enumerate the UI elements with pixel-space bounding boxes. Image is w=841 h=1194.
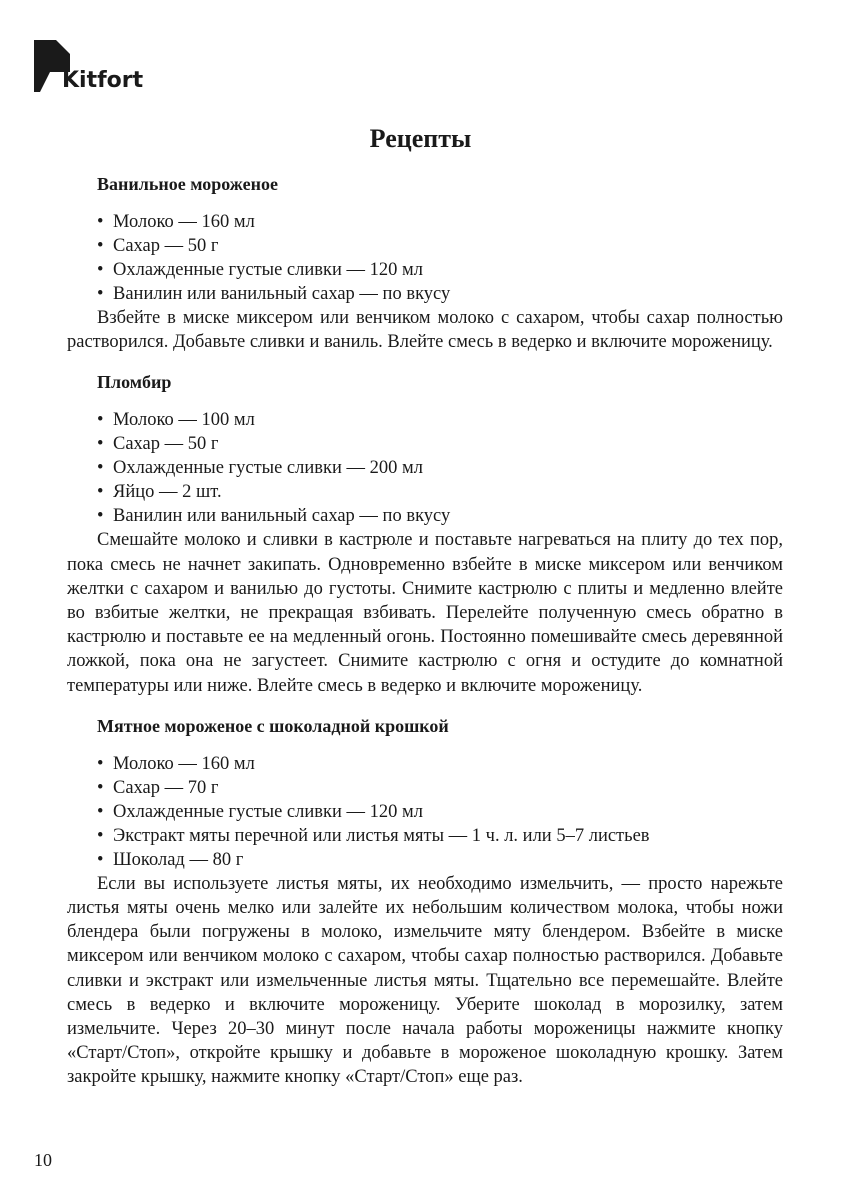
bullet-icon: • <box>97 260 104 280</box>
recipe-title: Мятное мороженое с шоколадной крошкой <box>97 715 449 736</box>
bullet-icon: • <box>97 236 104 256</box>
ingredient-item: • Экстракт мяты перечной или листья мяты — 1 ч. л. или 5–7 листьев <box>97 825 650 846</box>
bullet-icon: • <box>97 284 104 304</box>
bullet-icon: • <box>97 825 104 846</box>
recipe-title: Пломбир <box>97 372 172 393</box>
ingredient-item: • Молоко — 100 мл <box>97 410 255 431</box>
recipe-mint <box>67 714 783 1090</box>
bullet-icon: • <box>97 753 104 774</box>
bullet-icon: • <box>97 458 104 479</box>
ingredient-item: • Ванилин или ванильный сахар — по вкусу <box>97 284 451 304</box>
recipe-title: Ванильное мороженое <box>97 174 278 194</box>
ingredient-item: • Сахар — 70 г <box>97 777 219 798</box>
ingredient-list <box>67 752 783 872</box>
ingredient-list <box>67 210 783 306</box>
recipe-plombir <box>67 370 783 697</box>
ingredient-item: • Молоко — 160 мл <box>97 212 255 232</box>
recipe-instructions: Взбейте в миске миксером или венчиком молоко с сахаром, чтобы сахар полностью растворился. Добавьте сливки и ваниль. Влейте смесь в ведерко и включите мороженицу. <box>67 308 783 353</box>
bullet-icon: • <box>97 434 104 455</box>
page-title: Рецепты <box>369 124 472 153</box>
ingredient-item: • Охлажденные густые сливки — 200 мл <box>97 458 423 479</box>
brand-name: Kitfort <box>62 68 144 93</box>
ingredient-item: • Шоколад — 80 г <box>97 849 244 870</box>
brand-logo <box>34 40 144 96</box>
ingredient-item: • Молоко — 160 мл <box>97 753 255 774</box>
bullet-icon: • <box>97 801 104 822</box>
recipe-instructions: Если вы используете листья мяты, их необходимо измельчить, — просто нарежьте листья мяты очень мелко или залейте их небольшим количеством молока, чтобы ножи блендера были погружены в молоко, измельчите мяту блендером. Взбейте в миске миксером или венчиком молоко с сахаром, чтобы сахар полностью растворился. Добавьте сливки и экстракт или измельченные листья мяты. Тщательно все перемешайте. Влейте смесь в ведерко и включите мороженицу. Уберите шоколад в морозилку, затем измельчите. Через 20–30 минут после начала работы мороженицы нажмите кнопку «Старт/Стоп», откройте крышку и добавьте в мороженое шоколадную крошку. Затем закройте крышку, нажмите кнопку «Старт/Стоп» еще раз. <box>67 873 783 1088</box>
ingredient-list <box>67 408 783 528</box>
ingredient-item: • Яйцо — 2 шт. <box>97 482 222 503</box>
recipe-instructions: Смешайте молоко и сливки в кастрюле и поставьте нагреваться на плиту до тех пор, пока смесь не начнет закипать. Одновременно взбейте в миске миксером или венчиком желтки с сахаром и ванилью до густоты. Снимите кастрюлю с плиты и медленно влейте во взбитые желтки, не прекращая взбивать. Перелейте полученную смесь обратно в кастрюлю и поставьте ее на медленный огонь. Постоянно помешивайте смесь деревянной ложкой, пока она не загустеет. Снимите кастрюлю с огня и остудите до комнатной температуры или ниже. Влейте смесь в ведерко и включите мороженицу. <box>67 530 783 696</box>
ingredient-item: • Охлажденные густые сливки — 120 мл <box>97 801 423 822</box>
bullet-icon: • <box>97 506 104 527</box>
ingredient-item: • Ванилин или ванильный сахар — по вкусу <box>97 506 451 527</box>
ingredient-item: • Сахар — 50 г <box>97 434 219 455</box>
ingredient-item: • Охлажденные густые сливки — 120 мл <box>97 260 423 280</box>
page-number: 10 <box>34 1150 52 1170</box>
recipes-content <box>67 172 783 1090</box>
bullet-icon: • <box>97 849 104 870</box>
bullet-icon: • <box>97 410 104 431</box>
bullet-icon: • <box>97 482 104 503</box>
recipe-vanilla <box>67 172 783 354</box>
ingredient-item: • Сахар — 50 г <box>97 236 219 256</box>
bullet-icon: • <box>97 212 104 232</box>
bullet-icon: • <box>97 777 104 798</box>
